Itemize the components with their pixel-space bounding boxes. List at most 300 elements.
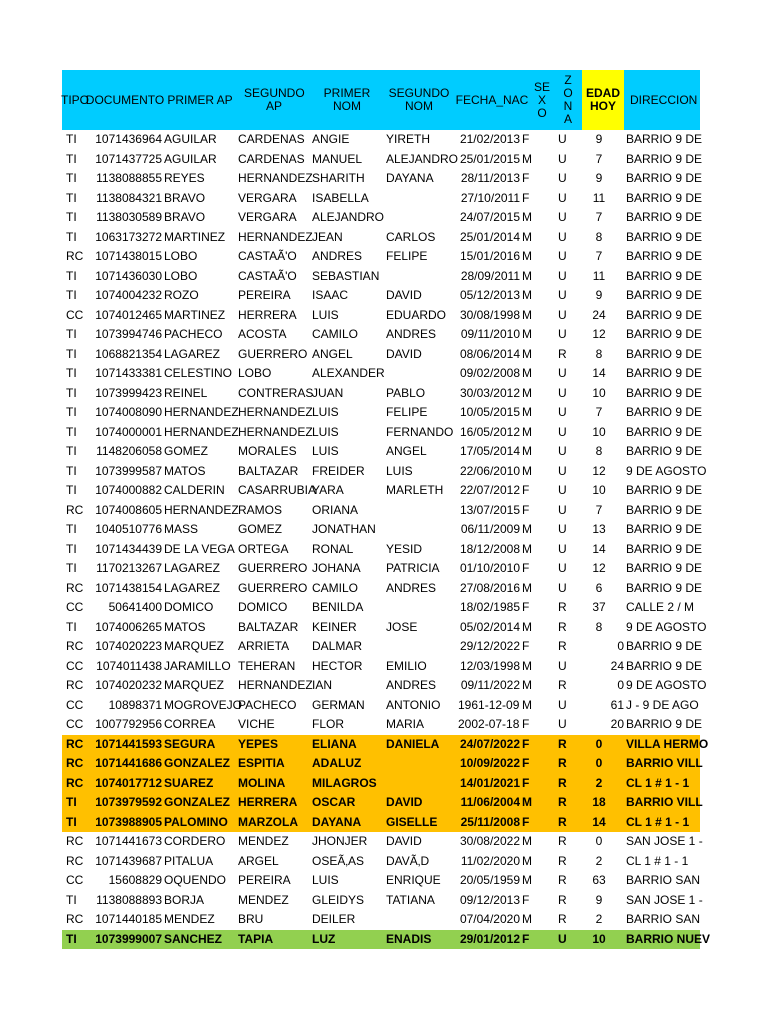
table-row [62,910,700,930]
cell-doc: 1071436964 [95,132,162,146]
cell-sexo: F [522,502,530,517]
cell-nom2: ENRIQUE [386,873,441,887]
cell-doc: 1071437725 [95,151,162,166]
cell-nom1: YARA [312,483,344,497]
cell-nom2: ANDRES [386,678,437,692]
cell-edad: 0 [595,834,603,848]
cell-edad: 7 [595,210,603,224]
cell-edad: 0 [595,756,603,770]
cell-doc: 1071441593 [95,736,162,751]
cell-ap1: GOMEZ [164,444,208,458]
header-primer-nom: PRIMER NOM [323,86,371,113]
cell-sexo: F [522,483,530,497]
cell-zona: U [558,463,567,478]
table-row [62,618,707,638]
cell-edad: 9 [595,892,603,907]
cell-dir: BARRIO 9 DE [626,717,703,731]
cell-tipo: RC [66,736,84,751]
cell-dir: SAN JOSE 1 - [626,834,703,848]
cell-nom2: CARLOS [386,229,436,244]
cell-nom1: ALEXANDER [312,366,385,380]
cell-sexo: M [522,327,532,341]
cell-fecha: 24/07/2015 [459,210,520,224]
cell-ap1: CELESTINO [164,366,233,380]
cell-dir: BARRIO 9 DE [626,327,703,341]
cell-ap1: LAGAREZ [164,346,221,361]
cell-tipo: TI [66,385,77,400]
cell-nom1: LUIS [312,307,339,322]
cell-fecha: 05/02/2014 [459,619,520,634]
cell-doc: 1074000001 [95,424,162,439]
cell-edad: 24 [610,658,624,673]
cell-ap2: MARZOLA [238,814,298,829]
cell-edad: 10 [592,385,606,400]
cell-fecha: 11/02/2020 [460,853,520,868]
table-row [62,598,700,618]
table-row [62,481,703,501]
cell-doc: 1063173272 [95,229,162,244]
cell-zona: U [558,931,567,946]
cell-dir: BARRIO 9 DE [626,502,703,517]
table-row [62,637,703,657]
cell-doc: 1074008605 [95,502,162,517]
cell-dir: BARRIO 9 DE [626,522,703,536]
cell-tipo: TI [66,795,77,809]
cell-fecha: 30/08/1998 [459,307,520,322]
cell-ap1: LAGAREZ [164,580,221,595]
cell-fecha: 14/01/2021 [459,775,520,790]
cell-edad: 8 [595,619,603,634]
cell-ap2: HERNANDEZ [238,171,313,185]
cell-ap2: ESPITIA [238,756,285,770]
cell-ap2: HERNANDEZ [238,424,313,439]
cell-nom2 [386,520,458,540]
cell-sexo: M [522,151,532,166]
cell-nom2 [386,754,458,774]
table-row [62,657,703,677]
cell-edad: 9 [595,171,603,185]
cell-nom2: GISELLE [386,814,438,829]
cell-ap2: CARDENAS [238,151,305,166]
cell-nom2 [386,364,458,384]
cell-dir: 9 DE AGOSTO [626,463,707,478]
cell-doc: 1074006265 [95,619,162,634]
cell-edad: 12 [592,561,606,575]
header-tipo: TIPO [61,92,90,107]
cell-zona: R [558,600,567,614]
cell-dir: VILLA HERMO [626,736,709,751]
cell-ap1: REYES [164,171,205,185]
cell-doc: 1138084321 [96,190,162,205]
cell-edad: 11 [592,268,606,283]
cell-ap1: CORREA [164,717,216,731]
cell-nom1: CAMILO [312,580,359,595]
cell-ap1: GONZALEZ [164,795,230,809]
cell-dir: BARRIO 9 DE [626,405,703,419]
table-row [62,930,711,950]
cell-zona: U [558,190,567,205]
cell-nom2: YESID [386,541,423,556]
cell-zona: R [558,678,567,692]
cell-zona: R [558,756,567,770]
cell-ap2: TAPIA [238,931,274,946]
cell-nom1: FREIDER [312,463,365,478]
cell-nom1: LUIS [312,424,339,439]
table-row [62,286,703,306]
header-documento: DOCUMENTO [85,92,165,107]
cell-tipo: TI [66,288,77,302]
cell-doc: 1138030589 [96,210,162,224]
cell-tipo: RC [66,853,84,868]
table-row [62,832,703,852]
cell-dir: BARRIO 9 DE [626,249,703,263]
header-segundo-nom: SEGUNDO NOM [388,86,450,113]
cell-ap2: GOMEZ [238,522,282,536]
cell-nom2: ENADIS [386,931,432,946]
cell-ap1: CALDERIN [164,483,225,497]
cell-dir: BARRIO VILL [626,795,703,809]
cell-nom2 [386,267,458,287]
cell-nom1: ELIANA [312,736,357,751]
cell-tipo: RC [66,580,84,595]
cell-zona: R [558,834,567,848]
cell-nom2: DAVID [386,288,422,302]
cell-ap2: HERNANDEZ [238,678,313,692]
cell-dir: J - 9 DE AGO [626,697,699,712]
cell-dir: SAN JOSE 1 - [626,892,703,907]
table-row [62,189,703,209]
cell-ap2: VERGARA [238,190,297,205]
cell-ap2: BRU [238,912,264,926]
cell-sexo: F [522,756,530,770]
cell-ap1: GONZALEZ [164,756,230,770]
cell-ap2: HERRERA [238,795,298,809]
cell-zona: U [558,697,567,712]
cell-nom1: SEBASTIAN [312,268,380,283]
cell-zona: R [558,814,567,829]
cell-edad: 24 [592,307,606,322]
cell-zona: R [558,775,567,790]
cell-dir: BARRIO 9 DE [626,132,703,146]
cell-zona: U [558,366,567,380]
table-row [62,423,703,443]
cell-edad: 2 [595,775,603,790]
cell-edad: 12 [592,463,606,478]
table-row [62,735,709,755]
cell-fecha: 29/12/2022 [459,639,520,653]
cell-nom2: EMILIO [386,658,427,673]
cell-fecha: 08/06/2014 [459,346,520,361]
cell-nom2: ANDRES [386,327,437,341]
cell-ap2: ACOSTA [238,327,287,341]
cell-sexo: F [522,892,530,907]
cell-zona: U [558,151,567,166]
cell-sexo: F [522,931,530,946]
cell-fecha: 25/01/2015 [459,151,520,166]
cell-nom2 [386,910,458,930]
cell-dir: BARRIO 9 DE [626,229,703,244]
cell-nom2 [386,598,458,618]
cell-tipo: TI [66,405,77,419]
table-row [62,150,703,170]
cell-nom2: JOSE [386,619,418,634]
cell-sexo: F [522,190,530,205]
cell-doc: 1074020223 [95,639,162,653]
cell-nom2: ANTONIO [386,697,441,712]
cell-doc: 1040510776 [95,522,162,536]
table-row [62,442,703,462]
cell-ap2: CARDENAS [238,132,305,146]
cell-zona: R [558,619,567,634]
cell-ap2: HERRERA [238,307,297,322]
cell-tipo: TI [66,229,77,244]
cell-sexo: M [522,385,532,400]
cell-fecha: 25/11/2008 [460,814,520,829]
cell-doc: 1074020232 [95,678,162,692]
cell-zona: U [558,210,567,224]
cell-tipo: TI [66,366,77,380]
cell-fecha: 10/05/2015 [459,405,520,419]
cell-ap1: PACHECO [164,327,223,341]
cell-doc: 50641400 [108,600,162,614]
cell-fecha: 06/11/2009 [460,522,520,536]
cell-nom2 [386,208,458,228]
cell-nom1: LUIS [312,873,339,887]
cell-nom2: FELIPE [386,249,428,263]
cell-dir: BARRIO 9 DE [626,639,703,653]
cell-fecha: 2002-07-18 [458,717,520,731]
cell-sexo: M [522,366,532,380]
cell-doc: 1073999007 [95,931,162,946]
cell-tipo: TI [66,268,77,283]
cell-ap2: HERNANDEZ [238,229,313,244]
cell-edad: 14 [592,541,606,556]
cell-nom1: DEILER [312,912,356,926]
cell-doc: 1007792956 [95,717,162,731]
table-row [62,325,703,345]
cell-tipo: TI [66,210,77,224]
cell-doc: 15608829 [108,873,162,887]
cell-ap1: MOGROVEJO [164,697,243,712]
cell-doc: 1074004232 [95,288,162,302]
cell-tipo: CC [66,307,84,322]
cell-nom1: JEAN [312,229,343,244]
cell-ap1: LOBO [164,249,198,263]
cell-dir: 9 DE AGOSTO [626,619,707,634]
cell-doc: 1170213267 [96,561,162,575]
cell-dir: BARRIO 9 DE [626,658,703,673]
cell-ap2: MENDEZ [238,892,289,907]
cell-sexo: F [522,600,530,614]
cell-sexo: M [522,210,532,224]
cell-sexo: M [522,795,532,809]
cell-zona: U [558,268,567,283]
cell-zona: U [558,288,567,302]
cell-sexo: M [522,405,532,419]
cell-tipo: TI [66,444,77,458]
cell-ap2: MOLINA [238,775,286,790]
table-row [62,891,703,911]
table-row [62,696,700,716]
cell-ap2: BALTAZAR [238,463,299,478]
cell-sexo: M [522,853,532,868]
cell-zona: U [558,522,567,536]
cell-edad: 18 [592,795,606,809]
cell-nom2: DANIELA [386,736,440,751]
cell-ap2: GUERRERO [238,580,308,595]
cell-zona: U [558,249,567,263]
cell-tipo: TI [66,522,77,536]
cell-tipo: RC [66,912,84,926]
cell-ap2: DOMICO [238,600,288,614]
cell-nom1: ISABELLA [312,190,369,205]
cell-ap1: MARQUEZ [164,678,224,692]
cell-zona: U [558,483,567,497]
cell-tipo: CC [66,658,84,673]
cell-doc: 1073979592 [95,795,162,809]
cell-edad: 37 [592,600,606,614]
cell-fecha: 29/01/2012 [459,931,520,946]
cell-fecha: 22/07/2012 [459,483,520,497]
cell-edad: 63 [592,873,606,887]
header-segundo-ap: SEGUNDO AP [244,86,305,113]
cell-nom2: FERNANDO [386,424,454,439]
table-row [62,559,703,579]
cell-ap2: CONTRERAS [238,385,314,400]
cell-nom1: ANGIE [312,132,350,146]
cell-tipo: TI [66,327,77,341]
cell-zona: R [558,912,567,926]
cell-ap1: DOMICO [164,600,214,614]
cell-fecha: 27/10/2011 [460,190,520,205]
cell-fecha: 21/02/2013 [459,132,520,146]
cell-fecha: 30/03/2012 [459,385,520,400]
cell-ap1: HERNANDEZ [164,424,239,439]
cell-edad: 61 [610,697,624,712]
cell-zona: U [558,229,567,244]
cell-sexo: M [522,834,532,848]
cell-nom1: MANUEL [312,151,363,166]
cell-ap2: MORALES [238,444,297,458]
cell-zona: U [558,327,567,341]
table-row [62,267,703,287]
cell-tipo: TI [66,892,77,907]
cell-ap1: BORJA [164,892,205,907]
cell-doc: 1073988905 [95,814,162,829]
cell-dir: BARRIO 9 DE [626,366,703,380]
table-row [62,813,700,833]
cell-sexo: F [522,775,530,790]
table-row [62,130,703,150]
cell-tipo: TI [66,483,77,497]
cell-nom1: GERMAN [312,697,365,712]
cell-dir: BARRIO 9 DE [626,541,703,556]
cell-edad: 10 [592,424,606,439]
cell-fecha: 09/11/2022 [460,678,520,692]
cell-doc: 1138088893 [96,892,162,907]
cell-ap2: CASARRUBIA [238,483,317,497]
cell-edad: 2 [595,853,603,868]
cell-ap1: MARTINEZ [164,229,226,244]
header-primer-ap: PRIMER AP [167,92,233,107]
cell-tipo: TI [66,424,77,439]
cell-ap2: BALTAZAR [238,619,299,634]
cell-dir: BARRIO 9 DE [626,268,703,283]
table-row [62,403,703,423]
cell-nom2: MARIA [386,717,425,731]
cell-sexo: F [522,639,530,653]
table-row [62,754,703,774]
table-row [62,793,703,813]
cell-ap1: REINEL [164,385,208,400]
cell-dir: BARRIO SAN [626,912,701,926]
cell-dir: CALLE 2 / M [626,600,695,614]
cell-nom2: DAVID [386,346,422,361]
cell-sexo: M [522,249,532,263]
cell-ap1: SUAREZ [164,775,214,790]
table-row [62,228,703,248]
header-edad-hoy: EDAD HOY [582,70,624,130]
cell-sexo: M [522,229,532,244]
cell-ap1: MATOS [164,463,206,478]
cell-edad: 7 [595,502,603,517]
cell-sexo: M [522,619,532,634]
cell-edad: 8 [595,346,603,361]
cell-nom1: JHONJER [312,834,368,848]
table-row [62,540,703,560]
cell-fecha: 18/02/1985 [459,600,520,614]
cell-dir: BARRIO 9 DE [626,424,703,439]
cell-nom1: JOHANA [312,561,361,575]
cell-dir: BARRIO 9 DE [626,151,703,166]
cell-edad: 7 [595,405,603,419]
table-row [62,715,703,735]
cell-ap1: HERNANDEZ [164,502,239,517]
cell-doc: 1073999423 [95,385,162,400]
cell-dir: CL 1 # 1 - 1 [626,775,690,790]
cell-ap1: PALOMINO [164,814,228,829]
cell-sexo: F [522,736,530,751]
cell-tipo: TI [66,132,77,146]
cell-ap1: AGUILAR [164,132,217,146]
cell-doc: 1071436030 [95,268,162,283]
cell-tipo: TI [66,561,77,575]
cell-nom1: ANDRES [312,249,363,263]
cell-tipo: RC [66,249,84,263]
cell-nom1: CAMILO [312,327,359,341]
cell-zona: U [558,541,567,556]
header-fecha-nac: FECHA_NAC [455,92,529,107]
cell-nom2: ANDRES [386,580,437,595]
cell-tipo: TI [66,619,77,634]
cell-edad: 7 [595,249,603,263]
cell-nom2: DAYANA [386,171,434,185]
table-row [62,520,703,540]
cell-nom1: LUZ [312,931,336,946]
cell-tipo: CC [66,697,84,712]
cell-dir: CL 1 # 1 - 1 [626,853,689,868]
cell-tipo: TI [66,931,77,946]
cell-edad: 13 [592,522,606,536]
cell-ap2: CASTAÃ'O [238,268,297,283]
cell-nom1: SHARITH [312,171,365,185]
cell-doc: 1071438015 [95,249,162,263]
cell-zona: U [558,444,567,458]
cell-dir: BARRIO NUEV [626,931,711,946]
cell-nom1: LUIS [312,444,339,458]
cell-nom2: PATRICIA [386,561,440,575]
table-row [62,676,707,696]
